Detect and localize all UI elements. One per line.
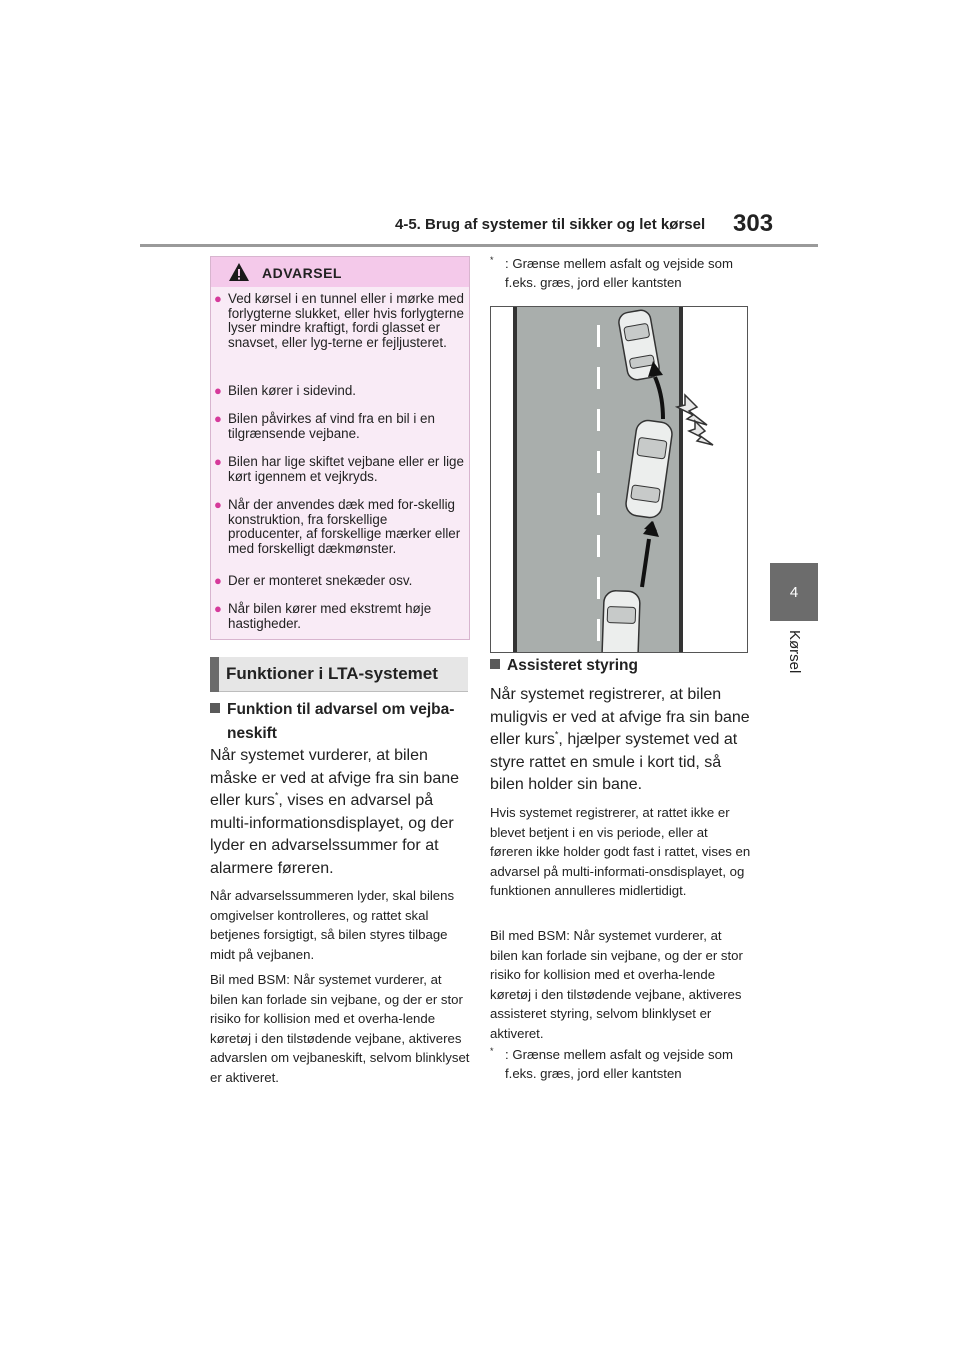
right-edge-line [679, 307, 683, 652]
assisted-steering-intro: Når systemet registrerer, at bilen muligvis er ved at afvige fra sin bane eller kurs*, hjælper systemet ved at styre rattet en smule i kort tid, så bilen holder sin bane. [490, 686, 750, 793]
footnote-bottom: * : Grænse mellem asfalt og vejside som f.eks. græs, jord eller kantsten [490, 1046, 733, 1081]
warning-title: ADVARSEL [262, 265, 342, 281]
warning-item: ● Der er monteret snekæder osv. [214, 573, 413, 588]
section-header-text: Funktioner i LTA-systemet [226, 664, 438, 683]
bullet-icon: ● [214, 411, 222, 426]
assisted-steering-para2: Bil med BSM: Når systemet vurderer, at bilen kan forlade sin vejbane, og der er stor risiko for kollision med et overha-lende køretøj i den tilstødende vejbane, aktiveres assisteret styring, selvom blinklyset er aktiveret. [490, 928, 743, 1041]
footnote-top: * : Grænse mellem asfalt og vejside som f.eks. græs, jord eller kantsten [490, 255, 733, 290]
lane-departure-intro: Når systemet vurderer, at bilen måske er ved at afvige fra sin bane eller kurs*, vises en advarsel på multi-informationsdisplayet, og der lyder en advarselssummer for at alarmere føreren. [210, 747, 460, 877]
warning-item: ● Bilen har lige skiftet vejbane eller er lige kørt igennem et vejkryds. [214, 454, 464, 484]
bullet-icon: ● [214, 601, 222, 616]
warning-item: ● Når der anvendes dæk med for-skellig konstruktion, fra forskellige producenter, af forskellige mærker eller med forskelligt dækmønster. [214, 497, 461, 556]
warning-item: ● Bilen påvirkes af vind fra en bil i en tilgrænsende vejbane. [214, 411, 435, 441]
bullet-icon: ● [214, 383, 222, 398]
warning-item: ● Når bilen kører med ekstremt høje hastigheder. [214, 601, 432, 631]
section-title: 4-5. Brug af systemer til sikker og let kørsel [395, 216, 706, 233]
subheading-lane-departure: Funktion til advarsel om vejba- neskift [210, 698, 472, 746]
car-icon [601, 590, 640, 652]
chapter-label-wrapper [770, 628, 818, 688]
square-bullet-icon [490, 659, 500, 669]
chapter-number: 4 [789, 583, 799, 601]
lane-illustration [490, 306, 748, 653]
square-bullet-icon [210, 703, 220, 713]
chapter-label: Kørsel [786, 630, 803, 674]
bullet-icon: ● [214, 454, 222, 469]
page-number: 303 [733, 210, 774, 237]
subheading-assisted-steering: Assisteret styring [490, 657, 752, 675]
lane-departure-para1: Når advarselssummeren lyder, skal bilens omgivelser kontrolleres, og rattet skal betjenes forsigtigt, så bilen styres tilbage midt på vejbanen. [210, 888, 455, 962]
assisted-steering-para1: Hvis systemet registrerer, at rattet ikke er blevet betjent i en vis periode, eller at føreren ikke holder godt fast i rattet, vises en advarsel på multi-informati-onsdisplayet, og funktionen annulleres midlertidigt. [490, 805, 751, 899]
left-edge-line [513, 307, 517, 652]
road-diagram [491, 307, 747, 652]
chapter-tab[interactable] [770, 563, 818, 621]
header-rule [140, 244, 818, 247]
bullet-icon: ● [214, 291, 222, 306]
warning-item: ● Ved kørsel i en tunnel eller i mørke med forlygterne slukket, eller hvis forlygterne lyser mindre kraftigt, fordi glasset er snavset, eller lyg-terne er fejljusteret. [214, 291, 464, 350]
warning-item: ● Bilen kører i sidevind. [214, 383, 357, 398]
bullet-icon: ● [214, 573, 222, 588]
bullet-icon: ● [214, 497, 222, 512]
warning-triangle-icon [228, 262, 250, 282]
section-header-bar [210, 657, 219, 692]
lane-departure-para2: Bil med BSM: Når systemet vurderer, at bilen kan forlade sin vejbane, og der er stor risiko for kollision med et overha-lende køretøj i den tilstødende vejbane, aktiveres advarslen om vejbaneskift, selvom blinklyset er aktiveret. [210, 972, 470, 1085]
